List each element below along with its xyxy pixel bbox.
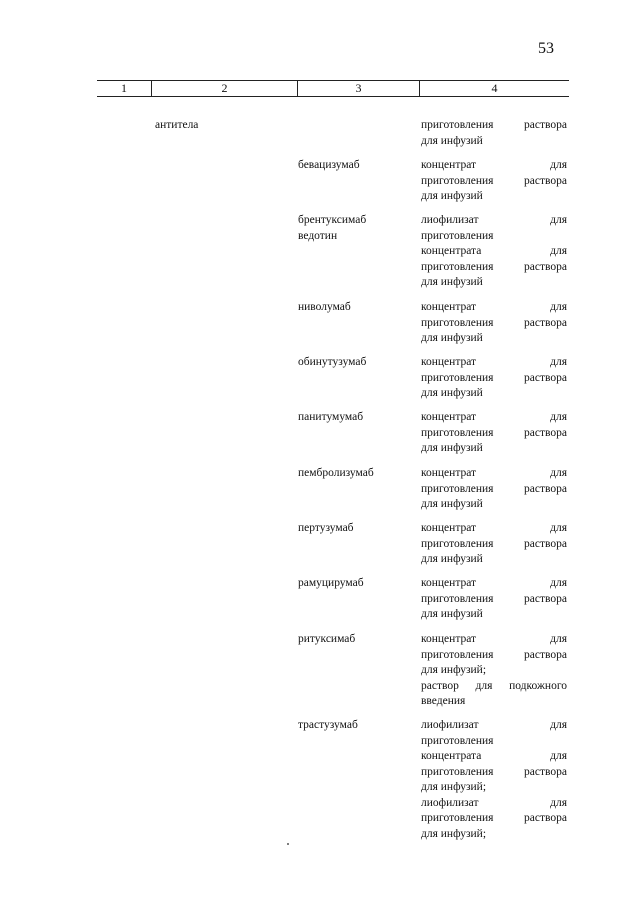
dosage-form-word: лиофилизат [421, 796, 479, 809]
dosage-form-word: приготовления [421, 812, 494, 824]
dosage-form-word: для инфузий [421, 134, 483, 147]
dosage-form-word: приготовления [421, 537, 494, 550]
dosage-form-word: приготовления [421, 482, 494, 495]
dosage-form-line [421, 576, 567, 592]
dosage-form-word: для [550, 577, 567, 589]
dosage-form-line [421, 734, 567, 750]
dosage-form-word: для инфузий; [421, 827, 487, 840]
dosage-form [421, 718, 567, 842]
dosage-form-word: для [550, 522, 567, 534]
dosage-form-line [421, 749, 567, 765]
dosage-form-word: приготовления [421, 371, 494, 384]
dosage-form-line [421, 174, 567, 190]
dosage-form-line [421, 331, 567, 347]
drug-name [298, 158, 360, 174]
dosage-form-word: подкожного [509, 679, 567, 692]
drug-name-line: ритуксимаб [298, 633, 356, 645]
drug-name-line: брентуксимаб [298, 214, 367, 226]
dosage-form-word: для [550, 159, 567, 171]
dosage-form-word: концентрат [421, 159, 477, 171]
dosage-form-line [421, 827, 567, 843]
dosage-form-word: для [550, 467, 567, 479]
dosage-form-line [421, 213, 567, 229]
dosage-form-word: для инфузий [421, 608, 483, 620]
dosage-form-line [421, 300, 567, 316]
dosage-form-line [421, 260, 567, 276]
dosage-form-word: введения [421, 695, 466, 707]
dosage-form-line [421, 592, 567, 608]
dosage-form-line [421, 316, 567, 332]
dosage-form-line [421, 466, 567, 482]
dosage-form-word: концентрата [421, 750, 482, 762]
dosage-form-line [421, 355, 567, 371]
header-col-1: 1 [121, 81, 127, 95]
dosage-form-word: для [550, 245, 567, 257]
drug-name-line: бевацизумаб [298, 159, 360, 171]
dosage-form-word: для [550, 633, 567, 645]
dosage-form-line [421, 229, 567, 245]
drug-name-line: рамуцирумаб [298, 577, 364, 589]
drug-name-line: пембролизумаб [298, 467, 374, 479]
dosage-form-line [421, 537, 567, 553]
drug-name [298, 521, 354, 537]
dosage-form-word: концентрат [421, 467, 477, 479]
dosage-form-word: раствора [524, 765, 567, 778]
dosage-form [421, 213, 567, 291]
dosage-form-word: концентрат [421, 356, 477, 368]
dosage-form-word: для [475, 679, 493, 692]
dosage-form-word: концентрат [421, 522, 477, 534]
dosage-form-word: для [550, 301, 567, 313]
dosage-form-word: для инфузий; [421, 664, 487, 676]
dosage-form-word: для инфузий [421, 498, 483, 510]
dosage-form-line [421, 189, 567, 205]
dosage-form-line [421, 811, 567, 827]
dosage-form-word: для [550, 411, 567, 423]
drug-name [298, 213, 366, 244]
dosage-form-word: раствор [421, 679, 459, 692]
dosage-form-line [421, 497, 567, 513]
dosage-form-word: для [550, 356, 567, 368]
dosage-form-line [421, 134, 567, 150]
dosage-form-line [421, 607, 567, 623]
dosage-form-line [421, 118, 567, 134]
dosage-form-line [421, 718, 567, 734]
dosage-form-word: для [550, 750, 567, 762]
dosage-form-line [421, 371, 567, 387]
dosage-form [421, 576, 567, 623]
drug-name [298, 718, 358, 734]
drug-name [298, 576, 364, 592]
dosage-form-word: приготовления [421, 229, 494, 242]
dosage-form-word: концентрата [421, 245, 482, 257]
drug-name-line: ниволумаб [298, 301, 351, 313]
dosage-form-line [421, 552, 567, 568]
dosage-form-word: раствора [524, 537, 567, 550]
dosage-form-line [421, 521, 567, 537]
dosage-form-line [421, 663, 567, 679]
dosage-form-word: раствора [524, 426, 567, 439]
dosage-form-word: для инфузий [421, 190, 483, 202]
dosage-form-line [421, 796, 567, 812]
dosage-form-word: приготовления [421, 260, 494, 273]
dosage-form-word: раствора [524, 592, 567, 605]
header-col-3: 3 [297, 81, 419, 96]
scan-dot [287, 843, 289, 845]
dosage-form-word: для инфузий [421, 332, 483, 344]
dosage-form-line [421, 694, 567, 710]
drug-name [298, 632, 355, 648]
dosage-form-line [421, 410, 567, 426]
dosage-form-word: для инфузий [421, 553, 483, 565]
group-label: антитела [155, 119, 199, 131]
dosage-form-line [421, 648, 567, 664]
drug-name [298, 300, 351, 316]
drug-name-line: панитумумаб [298, 411, 364, 423]
dosage-form-word: приготовления [421, 734, 494, 747]
dosage-form-word: концентрат [421, 577, 477, 589]
dosage-form-line [421, 275, 567, 291]
dosage-form-word: приготовления [421, 174, 494, 187]
dosage-form-line [421, 632, 567, 648]
dosage-form-word: раствора [524, 812, 567, 824]
dosage-form [421, 355, 567, 402]
dosage-form-word: концентрат [421, 633, 477, 645]
dosage-form-word: раствора [524, 260, 567, 273]
dosage-form-word: приготовления [421, 648, 494, 661]
dosage-form-line [421, 158, 567, 174]
dosage-form-word: для [550, 719, 567, 731]
dosage-form-word: для инфузий [421, 387, 483, 399]
dosage-form-word: раствора [524, 371, 567, 384]
dosage-form-word: приготовления [421, 426, 494, 439]
drug-name [298, 466, 374, 482]
page-number: 53 [538, 40, 554, 57]
dosage-form-word: приготовления [421, 119, 494, 131]
drug-name-line: обинутузумаб [298, 356, 367, 368]
dosage-form [421, 158, 567, 205]
dosage-form-word: для инфузий [421, 276, 483, 288]
header-col-4: 4 [419, 81, 569, 96]
drug-name [298, 410, 363, 426]
dosage-form-word: для инфузий [421, 442, 483, 454]
dosage-form [421, 118, 567, 149]
dosage-form-word: для [550, 796, 567, 809]
dosage-form [421, 466, 567, 513]
dosage-form-line [421, 765, 567, 781]
dosage-form-word: раствора [524, 174, 567, 187]
dosage-form [421, 410, 567, 457]
dosage-form-line [421, 482, 567, 498]
dosage-form-word: лиофилизат [421, 214, 479, 226]
drug-name-line: ведотин [298, 229, 338, 242]
dosage-form [421, 521, 567, 568]
dosage-form-word: лиофилизат [421, 719, 479, 731]
dosage-form-word: концентрат [421, 411, 477, 423]
dosage-form-word: приготовления [421, 316, 494, 329]
dosage-form-line [421, 386, 567, 402]
dosage-form [421, 300, 567, 347]
dosage-form-word: концентрат [421, 301, 477, 313]
dosage-form-line [421, 426, 567, 442]
drug-name-line: трастузумаб [298, 719, 358, 731]
dosage-form [421, 632, 567, 710]
dosage-form-line [421, 441, 567, 457]
drug-name-line: пертузумаб [298, 522, 354, 534]
header-col-2: 2 [151, 81, 297, 96]
drug-name [298, 355, 366, 371]
dosage-form-word: приготовления [421, 765, 494, 778]
dosage-form-word: для [550, 214, 567, 226]
dosage-form-word: раствора [524, 482, 567, 495]
dosage-form-line [421, 780, 567, 796]
dosage-form-word: раствора [524, 119, 567, 131]
dosage-form-word: для инфузий; [421, 781, 487, 793]
dosage-form-word: раствора [524, 648, 567, 661]
dosage-form-word: раствора [524, 316, 567, 329]
dosage-form-word: приготовления [421, 592, 494, 605]
dosage-form-line [421, 679, 567, 695]
dosage-form-line [421, 244, 567, 260]
